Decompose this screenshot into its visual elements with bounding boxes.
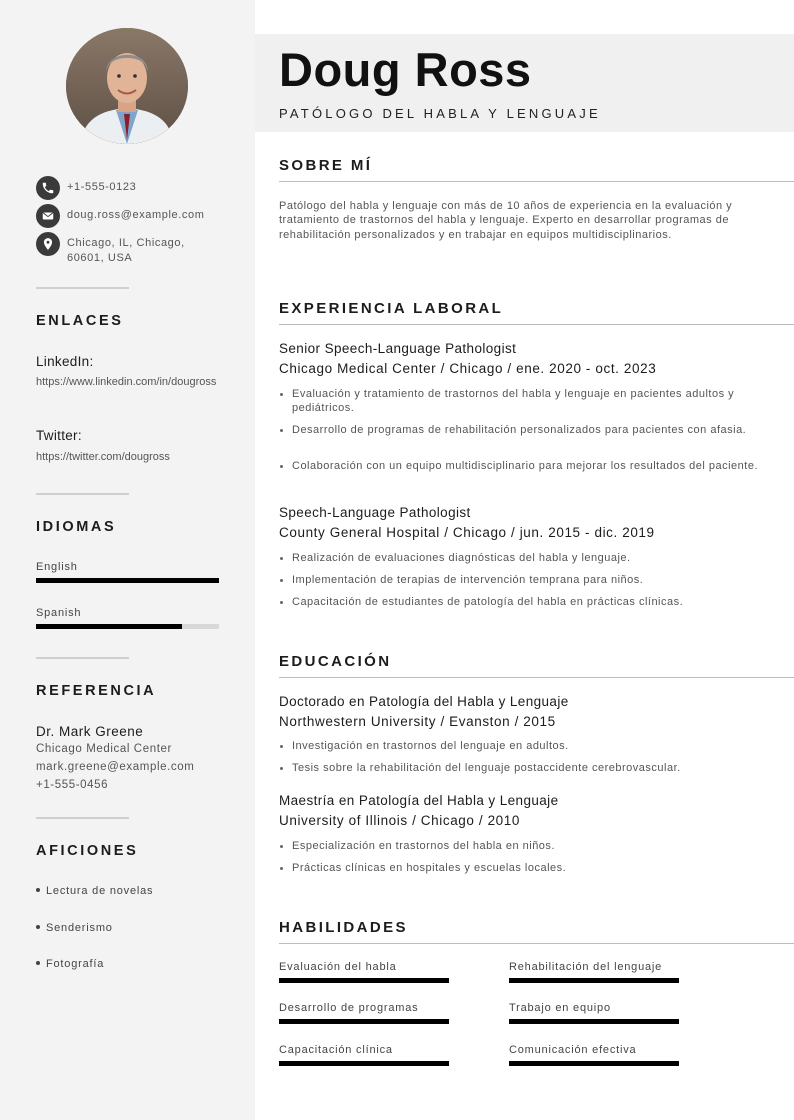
location-pin-icon	[36, 232, 60, 256]
job-role: Senior Speech-Language Pathologist	[279, 341, 517, 356]
job-role: Speech-Language Pathologist	[279, 505, 471, 520]
skill-name: Comunicación efectiva	[509, 1044, 637, 1056]
language-name: Spanish	[36, 607, 82, 619]
skill-name: Trabajo en equipo	[509, 1002, 611, 1014]
skill-name: Rehabilitación del lenguaje	[509, 961, 663, 973]
contact-phone	[36, 176, 217, 200]
phone-icon	[36, 176, 60, 200]
skill-name: Desarrollo de programas	[279, 1002, 419, 1014]
linkedin-link[interactable]: https://www.linkedin.com/in/dougross	[36, 376, 217, 388]
degree-title: Doctorado en Patología del Habla y Lenguaje	[279, 694, 569, 709]
reference-email[interactable]: mark.greene@example.com	[36, 761, 195, 773]
skill-level-bar	[509, 1061, 679, 1066]
languages-heading: IDIOMAS	[36, 519, 117, 535]
sidebar	[0, 0, 255, 1120]
degree-school: Northwestern University / Evanston / 2015	[279, 714, 556, 729]
skill-level-bar	[509, 978, 679, 983]
skill-level-fill	[279, 1019, 449, 1024]
reference-phone: +1-555-0456	[36, 779, 109, 791]
divider	[36, 493, 129, 495]
skill-level-fill	[279, 1061, 449, 1066]
job-org: County General Hospital / Chicago / jun. 2015 - dic. 2019	[279, 525, 655, 540]
hobby-item: Lectura de novelas	[36, 885, 153, 897]
hobby-item: Fotografía	[36, 958, 104, 970]
twitter-link[interactable]: https://twitter.com/dougross	[36, 451, 170, 463]
education-heading: EDUCACIÓN	[279, 653, 392, 670]
skill-name: Capacitación clínica	[279, 1044, 393, 1056]
address-text: Chicago, IL, Chicago, 60601, USA	[67, 237, 185, 264]
linkedin-label: LinkedIn:	[36, 354, 94, 369]
language-level-bar	[36, 578, 219, 583]
twitter-label: Twitter:	[36, 428, 82, 443]
section-rule	[279, 181, 794, 182]
hobbies-heading: AFICIONES	[36, 843, 139, 859]
education-bullet: Investigación en trastornos del lenguaje en adultos.	[279, 739, 774, 753]
language-level-fill	[36, 624, 182, 629]
links-heading: ENLACES	[36, 313, 124, 329]
about-text: Patólogo del habla y lenguaje con más de 10 años de experiencia en la evaluación y tratamiento de trastornos del habla y lenguaje. Experto en desarrollar programas de rehabilitación personalizados y en trabajar en equipos multidisciplinarios.	[279, 200, 733, 241]
skill-level-fill	[509, 978, 679, 983]
language-level-bar	[36, 624, 219, 629]
hobby-item: Senderismo	[36, 922, 113, 934]
email-text[interactable]: doug.ross@example.com	[67, 209, 205, 221]
degree-title: Maestría en Patología del Habla y Lenguaje	[279, 793, 559, 808]
divider	[36, 657, 129, 659]
job-bullet: Evaluación y tratamiento de trastornos del habla y lenguaje en pacientes adultos y pediátricos.	[279, 387, 774, 415]
job-bullet: Colaboración con un equipo multidisciplinario para mejorar los resultados del paciente.	[279, 459, 774, 473]
skills-heading: HABILIDADES	[279, 919, 408, 936]
reference-org: Chicago Medical Center	[36, 743, 172, 755]
reference-heading: REFERENCIA	[36, 683, 157, 699]
main-content	[255, 0, 794, 1120]
skill-level-bar	[279, 1019, 449, 1024]
candidate-name: Doug Ross	[279, 43, 532, 96]
job-bullet: Desarrollo de programas de rehabilitación personalizados para pacientes con afasia.	[279, 423, 774, 437]
section-rule	[279, 324, 794, 325]
education-bullet: Prácticas clínicas en hospitales y escuelas locales.	[279, 861, 774, 875]
job-bullet: Realización de evaluaciones diagnósticas del habla y lenguaje.	[279, 551, 774, 565]
skill-level-bar	[279, 1061, 449, 1066]
divider	[36, 817, 129, 819]
reference-name: Dr. Mark Greene	[36, 724, 144, 739]
skill-level-fill	[509, 1061, 679, 1066]
section-rule	[279, 677, 794, 678]
degree-school: University of Illinois / Chicago / 2010	[279, 813, 521, 828]
experience-heading: EXPERIENCIA LABORAL	[279, 300, 504, 317]
education-bullet: Especialización en trastornos del habla en niños.	[279, 839, 774, 853]
skill-level-fill	[509, 1019, 679, 1024]
contact-email	[36, 204, 217, 228]
language-name: English	[36, 561, 78, 573]
section-rule	[279, 943, 794, 944]
job-org: Chicago Medical Center / Chicago / ene. 2020 - oct. 2023	[279, 361, 657, 376]
language-level-fill	[36, 578, 219, 583]
education-bullet: Tesis sobre la rehabilitación del lenguaje postaccidente cerebrovascular.	[279, 761, 774, 775]
skill-level-bar	[279, 978, 449, 983]
about-heading: SOBRE MÍ	[279, 157, 373, 174]
job-bullet: Capacitación de estudiantes de patología del habla en prácticas clínicas.	[279, 595, 774, 609]
phone-text: +1-555-0123	[67, 181, 137, 193]
divider	[36, 287, 129, 289]
skill-level-fill	[279, 978, 449, 983]
profile-photo	[66, 28, 188, 144]
mail-icon	[36, 204, 60, 228]
contact-address	[36, 232, 217, 266]
job-bullet: Implementación de terapias de intervención temprana para niños.	[279, 573, 774, 587]
skill-level-bar	[509, 1019, 679, 1024]
skill-name: Evaluación del habla	[279, 961, 397, 973]
candidate-title: PATÓLOGO DEL HABLA Y LENGUAJE	[279, 106, 601, 121]
